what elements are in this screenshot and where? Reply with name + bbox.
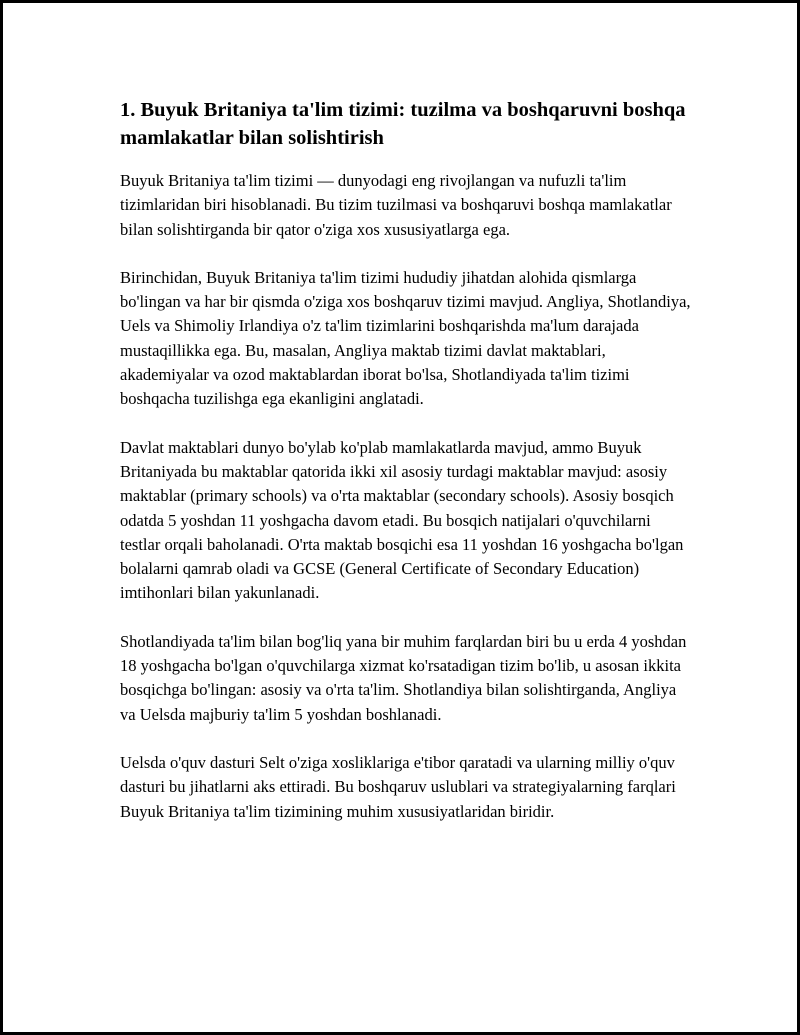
paragraph-1: Buyuk Britaniya ta'lim tizimi — dunyodagi eng rivojlangan va nufuzli ta'lim tizimlaridan biri hisoblanadi. Bu tizim tuzilmasi va boshqaruvi boshqa mamlakatlar bilan solishtirganda bir qator o'ziga xos xususiyatlarga ega. bbox=[120, 171, 672, 239]
paragraph-3: Davlat maktablari dunyo bo'ylab ko'plab mamlakatlarda mavjud, ammo Buyuk Britaniyada bu maktablar qatorida ikki xil asosiy turdagi maktablar mavjud: asosiy maktablar (primary schools) va o'rta maktablar (secondary schools). Asosiy bosqich odatda 5 yoshdan 11 yoshgacha davom etadi. Bu bosqich natijalari o'quvchilarni testlar orqali baholanadi. O'rta maktab bosqichi esa 11 yoshdan 16 yoshgacha bo'lgan bolalarni qamrab oladi va GCSE (General Certificate of Secondary Education) imtihonlari bilan yakunlanadi. bbox=[120, 437, 684, 603]
paragraph-5: Uelsda o'quv dasturi Selt o'ziga xosliklariga e'tibor qaratadi va ularning milliy o'quv dasturi bu jihatlarni aks ettiradi. Bu boshqaruv uslublari va strategiyalarning farqlari Buyuk Britaniya ta'lim tizimining muhim xususiyatlaridan biridir. bbox=[120, 752, 676, 821]
page-title: 1. Buyuk Britaniya ta'lim tizimi: tuzilma va boshqaruvni boshqa mamlakatlar bilan solishtirish bbox=[120, 99, 686, 149]
paragraph-2: Birinchidan, Buyuk Britaniya ta'lim tizimi hududiy jihatdan alohida qismlarga bo'lingan va har bir qismda o'ziga xos boshqaruv tizimi mavjud. Angliya, Shotlandiya, Uels va Shimoliy Irlandiya o'z ta'lim tizimlarini boshqarishda ma'lum darajada mustaqillikka ega. Bu, masalan, Angliya maktab tizimi davlat maktablari, akademiyalar va ozod maktablardan iborat bo'lsa, Shotlandiyada ta'lim tizimi boshqacha tuzilishga ega ekanligini anglatadi. bbox=[120, 267, 691, 409]
document-body bbox=[120, 96, 695, 848]
paragraph-4: Shotlandiyada ta'lim bilan bog'liq yana bir muhim farqlardan biri bu u erda 4 yoshdan 18 yoshgacha bo'lgan o'quvchilarga xizmat ko'rsatadigan tizim bo'lib, u asosan ikkita bosqichga bo'lingan: asosiy va o'rta ta'lim. Shotlandiya bilan solishtirganda, Angliya va Uelsda majburiy ta'lim 5 yoshdan boshlanadi. bbox=[120, 631, 687, 724]
